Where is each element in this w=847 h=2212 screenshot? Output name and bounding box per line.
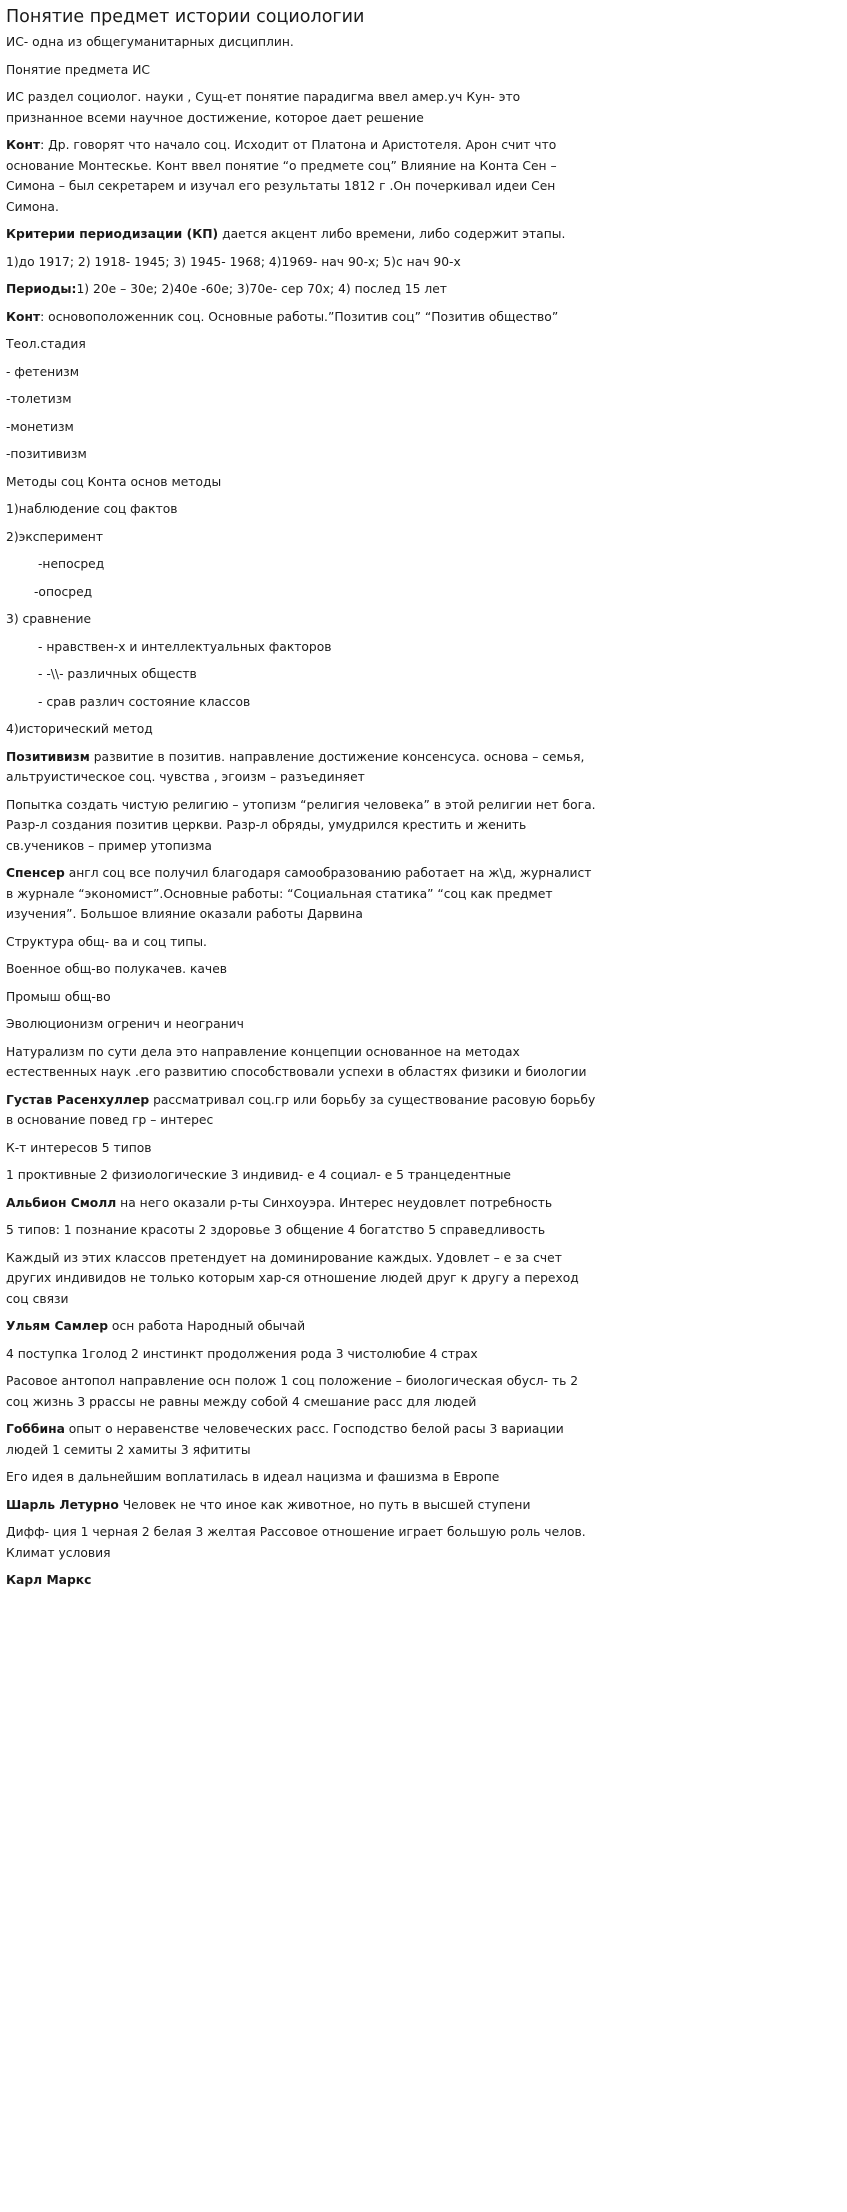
paragraph-text: Эволюционизм огренич и неогранич xyxy=(6,1017,244,1031)
paragraph xyxy=(6,334,599,355)
paragraph-text: -толетизм xyxy=(6,392,72,406)
paragraph-text: -опосред xyxy=(34,584,93,599)
paragraph xyxy=(6,987,599,1008)
paragraph-text: : Др. говорят что начало соц. Исходит от Платона и Аристотеля. Арон счит что основание Монтескье. Конт ввел понятие “о предмете соц” Влияние на Конта Сен – Симона – был секретарем и изучал его результаты 1812 г .Он почеркивал идеи Сен Симона. xyxy=(6,138,557,214)
paragraph-text: Каждый из этих классов претендует на доминирование каждых. Удовлет – е за счет других индивидов не только которым хар-ся отношение людей друг к другу а переход соц связи xyxy=(6,1250,579,1306)
paragraph xyxy=(6,252,599,273)
paragraph xyxy=(6,1165,599,1186)
paragraph-lead: Шарль Летурно xyxy=(6,1497,119,1512)
paragraph xyxy=(6,1220,599,1241)
paragraph xyxy=(6,1344,599,1365)
paragraph xyxy=(6,87,599,128)
paragraph-text: опыт о неравенстве человеческих расс. Господство белой расы 3 вариации людей 1 семиты 2 хамиты 3 яфититы xyxy=(6,1422,564,1457)
paragraph xyxy=(6,1014,599,1035)
paragraph xyxy=(6,582,599,603)
paragraph-lead: Гоббина xyxy=(6,1422,65,1436)
paragraph-text: ИС- одна из общегуманитарных дисциплин. xyxy=(6,35,294,49)
paragraph xyxy=(6,747,599,788)
paragraph-text: - фетенизм xyxy=(6,364,80,379)
paragraph-text: развитие в позитив. направление достижение консенсуса. основа – семья, альтруистическое соц. чувства , эгоизм – разъединяет xyxy=(6,749,585,784)
paragraph xyxy=(6,1042,599,1083)
paragraph-lead: Ульям Самлер xyxy=(6,1319,109,1333)
paragraph xyxy=(6,224,599,245)
document-title: Понятие предмет истории социологии xyxy=(6,7,365,27)
paragraph-text: на него оказали р-ты Синхоуэра. Интерес неудовлет потребность xyxy=(116,1195,553,1210)
paragraph xyxy=(6,664,599,685)
paragraph-text: рассматривал соц.гр или борьбу за существование расовую борьбу в основание повед гр – интерес xyxy=(6,1092,596,1127)
paragraph xyxy=(6,959,599,980)
paragraph xyxy=(6,527,599,548)
paragraph-lead: Карл Маркс xyxy=(6,1573,92,1587)
paragraph-text: осн работа Народный обычай xyxy=(108,1319,306,1333)
paragraph xyxy=(6,444,599,465)
paragraph-text: Понятие предмета ИС xyxy=(6,62,150,77)
paragraph-lead: Густав Расенхуллер xyxy=(6,1092,150,1107)
paragraph-text: Попытка создать чистую религию – утопизм “религия человека” в этой религии нет бога. Разр-л создания позитив церкви. Разр-л обряды, умудрился крестить и женить св.учеников – пример утопизма xyxy=(6,797,596,853)
paragraph-text: Военное общ-во полукачев. качев xyxy=(6,962,228,976)
paragraph xyxy=(6,609,599,630)
paragraph-text: Его идея в дальнейшим воплатилась в идеал нацизма и фашизма в Европе xyxy=(6,1470,500,1484)
paragraph-lead: Позитивизм xyxy=(6,749,90,764)
paragraph-text: Промыш общ-во xyxy=(6,989,111,1004)
paragraph-text: - -\\- различных обществ xyxy=(38,667,197,681)
paragraph-lead: Конт xyxy=(6,138,41,152)
paragraph xyxy=(6,692,599,713)
paragraph-text: англ соц все получил благодаря самообразованию работает на ж\д, журналист в журнале “экономист”.Основные работы: “Социальная статика” “соц как предмет изучения”. Большое влияние оказали работы Дарвина xyxy=(6,866,592,921)
paragraph-text: ИС раздел социолог. науки , Сущ-ет понятие парадигма ввел амер.уч Кун- это признанное всеми научное достижение, которое дает решение xyxy=(6,90,521,125)
paragraph xyxy=(6,637,599,658)
document-body xyxy=(6,32,599,1591)
paragraph-text: Теол.стадия xyxy=(6,337,86,351)
paragraph-text: Расовое антопол направление осн полож 1 соц положение – биологическая обусл- ть 2 соц жизнь 3 рраccы не равны между собой 4 смешание расс для людей xyxy=(6,1374,579,1409)
paragraph xyxy=(6,1495,599,1516)
paragraph-text: 4)исторический метод xyxy=(6,722,153,736)
paragraph xyxy=(6,719,599,740)
paragraph-lead: Спенсер xyxy=(6,866,65,880)
paragraph-text: -монетизм xyxy=(6,419,74,434)
paragraph xyxy=(6,1138,599,1159)
paragraph-text: дается акцент либо времени, либо содержит этапы. xyxy=(218,227,566,241)
paragraph-lead: Конт xyxy=(6,309,41,324)
paragraph xyxy=(6,362,599,383)
paragraph-text: 1 проктивные 2 физиологические 3 индивид- е 4 социал- е 5 транцедентные xyxy=(6,1168,511,1182)
paragraph xyxy=(6,1371,599,1412)
paragraph xyxy=(6,1570,599,1591)
paragraph-lead: Альбион Смолл xyxy=(6,1195,117,1210)
paragraph xyxy=(6,389,599,410)
paragraph xyxy=(6,795,599,857)
paragraph-text: 1)до 1917; 2) 1918- 1945; 3) 1945- 1968; 4)1969- нач 90-х; 5)с нач 90-х xyxy=(6,254,461,269)
paragraph xyxy=(6,1193,599,1214)
paragraph xyxy=(6,863,599,925)
paragraph xyxy=(6,1248,599,1310)
paragraph-text: Дифф- ция 1 черная 2 белая 3 желтая Рассовое отношение играет большую роль челов. Климат условия xyxy=(6,1525,586,1560)
paragraph xyxy=(6,307,599,328)
paragraph-text: 3) сравнение xyxy=(6,612,92,626)
paragraph-lead: Критерии периодизации (КП) xyxy=(6,227,219,241)
paragraph xyxy=(6,1090,599,1131)
paragraph xyxy=(6,32,599,53)
paragraph xyxy=(6,554,599,575)
paragraph-lead: Периоды: xyxy=(6,282,77,296)
paragraph xyxy=(6,279,599,300)
paragraph xyxy=(6,932,599,953)
paragraph-text: -непосред xyxy=(38,557,105,571)
paragraph xyxy=(6,472,599,493)
paragraph xyxy=(6,135,599,217)
paragraph-text: : основоположенник соц. Основные работы.”Позитив соц” “Позитив общество” xyxy=(40,309,559,324)
paragraph-text: 1)наблюдение соц фактов xyxy=(6,502,178,516)
paragraph-text: 5 типов: 1 познание красоты 2 здоровье 3 общение 4 богатство 5 справедливость xyxy=(6,1223,546,1237)
paragraph-text: 4 поступка 1голод 2 инстинкт продолжения рода 3 чистолюбие 4 страх xyxy=(6,1346,478,1361)
paragraph-text: Человек не что иное как животное, но путь в высшей ступени xyxy=(118,1497,531,1512)
paragraph xyxy=(6,1467,599,1488)
paragraph-text: Структура общ- ва и соц типы. xyxy=(6,934,207,949)
paragraph-text: Натурализм по сути дела это направление концепции основанное на методах естественных наук .его развитию способствовали успехи в областях физики и биологии xyxy=(6,1044,587,1079)
paragraph-text: - срав различ состояние классов xyxy=(38,694,251,709)
paragraph xyxy=(6,60,599,81)
paragraph xyxy=(6,1419,599,1460)
paragraph-text: 2)эксперимент xyxy=(6,529,104,544)
paragraph-text: 1) 20е – 30е; 2)40е -60е; 3)70е- сер 70х; 4) послед 15 лет xyxy=(76,282,447,296)
paragraph xyxy=(6,499,599,520)
paragraph xyxy=(6,417,599,438)
paragraph xyxy=(6,1522,599,1563)
paragraph-text: -позитивизм xyxy=(6,447,87,461)
paragraph xyxy=(6,1316,599,1337)
paragraph-text: Методы соц Конта основ методы xyxy=(6,474,222,489)
paragraph-text: - нравствен-х и интеллектуальных факторов xyxy=(38,639,332,654)
paragraph-text: К-т интересов 5 типов xyxy=(6,1140,152,1155)
